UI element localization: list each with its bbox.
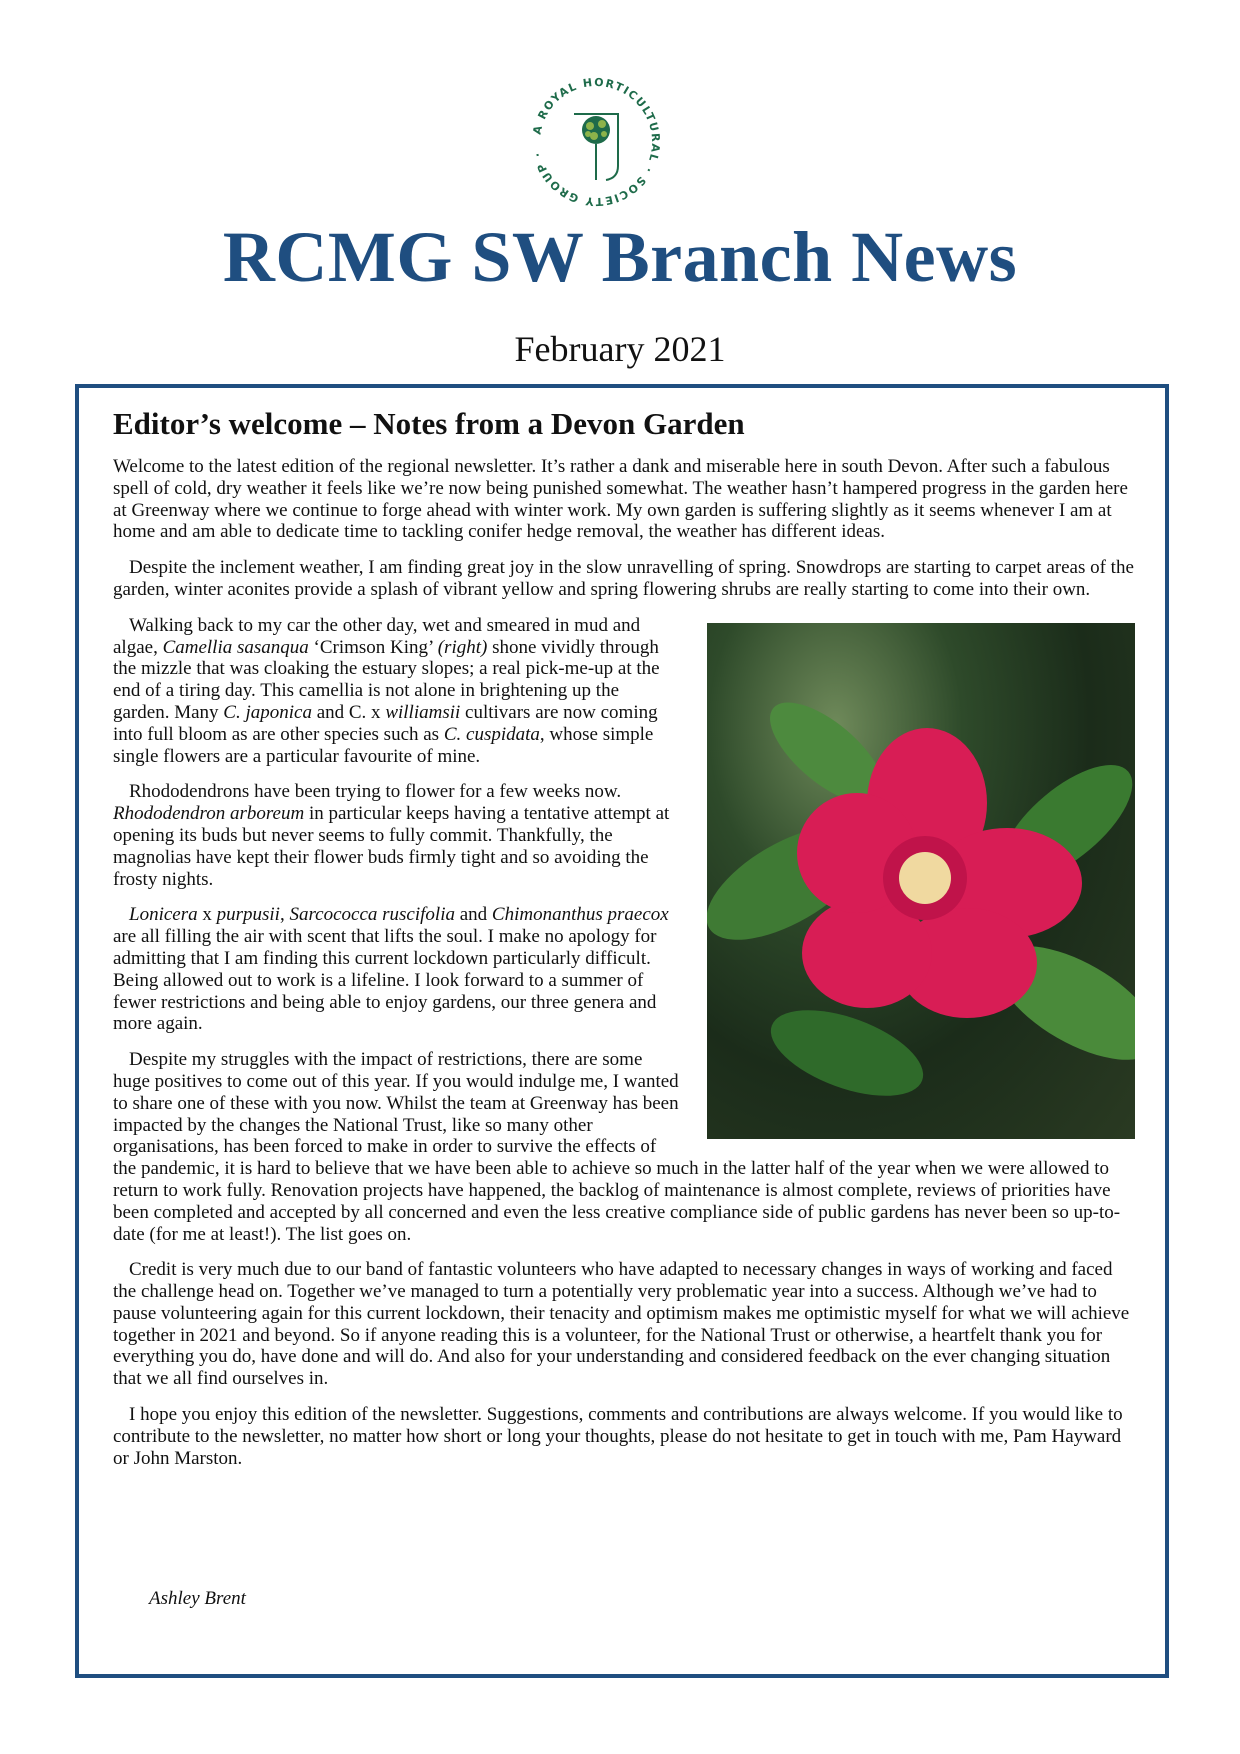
italic-plant-name: Sarcococca ruscifolia: [289, 904, 455, 926]
italic-plant-name: Rhododendron arboreum: [113, 803, 305, 825]
article-body: [113, 456, 1135, 1469]
italic-plant-name: (right): [437, 636, 488, 658]
text-segment: Despite the inclement weather, I am finding great joy in the slow unravelling of spring. Snowdrops are starting to carpet areas of the garden, winter aconites provide a splash of vibrant yellow and spring flowering shrubs are really starting to come into their own.: [113, 557, 1134, 600]
italic-plant-name: purpusii: [216, 904, 280, 926]
italic-plant-name: Lonicera: [129, 904, 198, 926]
text-segment: Walking back to my car the other day, wet and smeared in mud and algae,: [113, 614, 641, 658]
flower-image: [707, 623, 1135, 1139]
text-segment: x: [197, 904, 217, 926]
text-segment: shone vividly through the mizzle that was cloaking the estuary slopes; a real pick-me-up at the end of a tiring day. This camellia is not alone in brightening up the garden. Many: [113, 636, 660, 723]
issue-date: February 2021: [514, 329, 726, 369]
text-segment: Welcome to the latest edition of the regional newsletter. It’s rather a dank and miserable here in south Devon. After such a fabulous spell of cold, dry weather it feels like we’re now being punished somewhat. The weather hasn’t hampered progress in the garden here at Greenway where we continue to forge ahead with winter work. My own garden is suffering slightly as it seems whenever I am at home and am able to dedicate time to tackling conifer hedge removal, the weather has different ideas.: [113, 456, 1128, 543]
newsletter-title: RCMG SW Branch News: [222, 217, 1018, 297]
author-signature: Ashley Brent: [149, 1588, 246, 1609]
logo-ring-text: A ROYAL HORTICULTURAL · SOCIETY GROUP ·: [530, 75, 663, 209]
article-paragraph: [113, 456, 1135, 543]
text-segment: and C. x: [311, 701, 386, 723]
article-box: [75, 384, 1169, 1678]
text-segment: I hope you enjoy this edition of the newsletter. Suggestions, comments and contributions are always welcome. If you would like to contribute to the newsletter, no matter how short or long your thoughts, please do not hesitate to get in touch with me, Pam Hayward or John Marston.: [113, 1404, 1123, 1469]
article-paragraph: [113, 557, 1135, 601]
text-segment: and: [454, 904, 492, 926]
camellia-crimson-king-photo: [707, 623, 1135, 1139]
italic-plant-name: C. japonica: [223, 701, 312, 723]
text-segment: , whose simple single flowers are a particular favourite of mine.: [113, 723, 654, 767]
italic-plant-name: C. cuspidata: [443, 723, 540, 745]
text-segment: cultivars are now coming into full bloom as are other species such as: [113, 701, 658, 745]
text-segment: ,: [279, 904, 290, 926]
text-segment: Rhododendrons have been trying to flower for a few weeks now.: [129, 781, 622, 803]
text-segment: are all filling the air with scent that lifts the soul. I make no apology for admitting that I am finding this current lockdown particularly difficult. Being allowed out to work is a lifeline. I look forward to a summer of fewer restrictions and being able to enjoy gardens, our three genera and more again.: [113, 926, 657, 1035]
italic-plant-name: Camellia sasanqua: [162, 636, 309, 658]
italic-plant-name: Chimonanthus praecox: [491, 904, 669, 926]
text-segment: ‘Crimson King’: [308, 636, 438, 658]
italic-plant-name: williamsii: [385, 701, 461, 723]
text-segment: Credit is very much due to our band of fantastic volunteers who have adapted to necessary changes in ways of working and faced the challenge head on. Together we’ve managed to turn a potentially very problematic year into a success. Although we’ve had to pause volunteering again for this current lockdown, their tenacity and optimism makes me optimistic myself for what we will achieve together in 2021 and beyond. So if anyone reading this is a volunteer, for the National Trust or otherwise, a heartfelt thank you for everything you do, have done and will do. And also for your understanding and considered feedback on the ever changing situation that we all find ourselves in.: [113, 1259, 1130, 1390]
text-segment: Despite my struggles with the impact of restrictions, there are some huge positives to come out of this year. If you would indulge me, I wanted to share one of these with you now. Whilst the team at Greenway has been impacted by the changes the National Trust, like so many other organisations, has been forced to make in order to survive the effects of the pandemic, it is hard to believe that we have been able to achieve so much in the latter half of the year when we were allowed to return to work fully. Renovation projects have happened, the backlog of maintenance is almost complete, reviews of priorities have been completed and accepted by all concerned and even the less creative compliance side of public gardens has never been so up-to-date (for me at least!). The list goes on.: [113, 1049, 1121, 1245]
text-segment: in particular keeps having a tentative attempt at opening its buds but never seems to fully commit. Thankfully, the magnolias have kept their flower buds firmly tight and so avoiding the frosty nights.: [113, 803, 670, 890]
article-paragraph: [113, 1404, 1135, 1469]
article-heading: Editor’s welcome – Notes from a Devon Garden: [113, 406, 745, 441]
tree-icon: [582, 116, 610, 144]
article-paragraph: [113, 1259, 1135, 1390]
rhs-group-logo: [528, 74, 664, 210]
